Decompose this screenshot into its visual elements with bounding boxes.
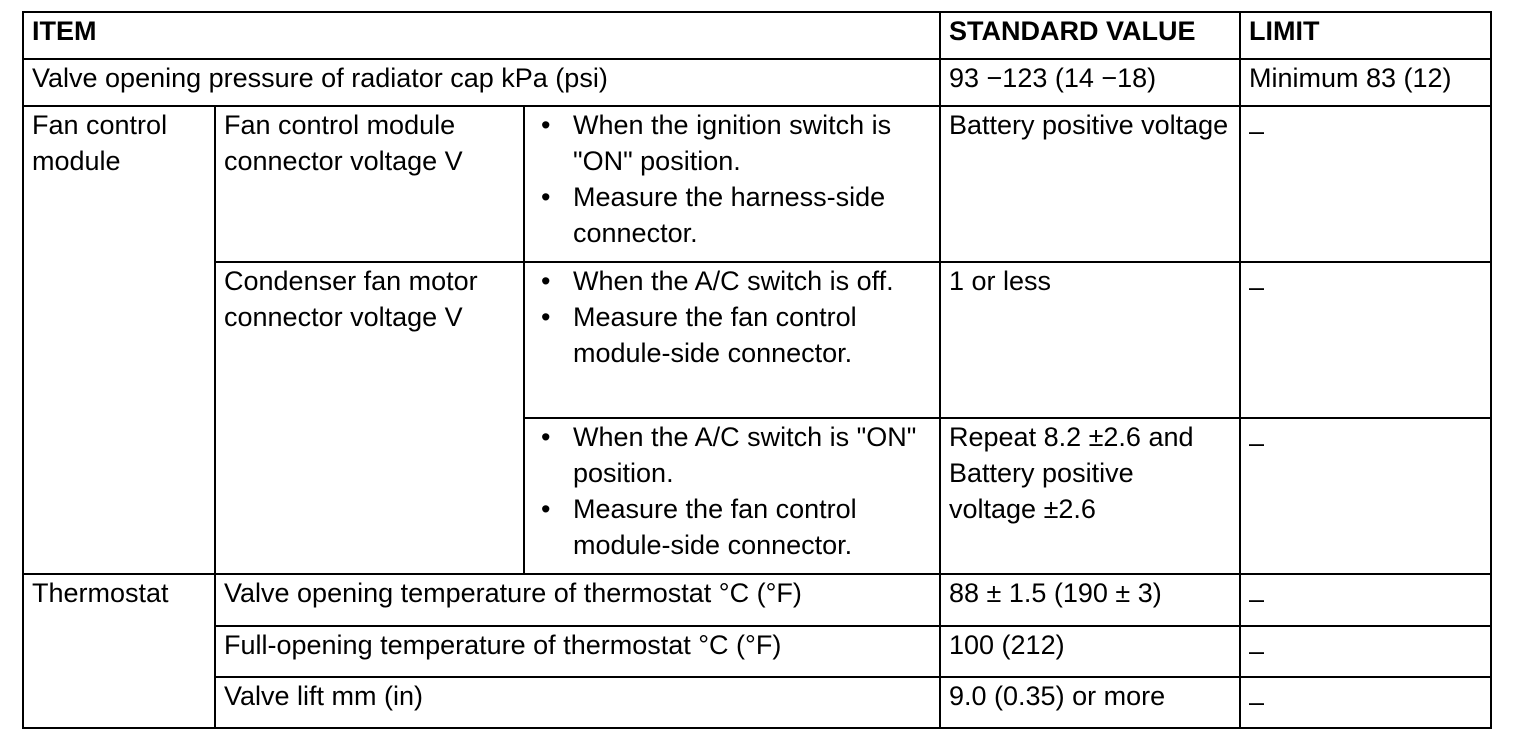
limit-cell [1240, 574, 1491, 626]
condition-text: Measure the harness-side connector. [573, 182, 886, 248]
limit-dash: – [1249, 116, 1265, 146]
condition-text: Measure the fan control module-side connector. [573, 302, 857, 368]
standard-value-cell: 1 or less [940, 262, 1240, 418]
limit-dash: – [1249, 428, 1265, 458]
condition-text: Measure the fan control module-side connector. [573, 494, 857, 560]
standard-value-line: Repeat 8.2 ±2.6 and [949, 422, 1194, 452]
specification-table [22, 11, 1492, 729]
bullet-icon: • [541, 302, 551, 332]
condition-text: When the ignition switch is "ON" position. [573, 110, 892, 176]
limit-cell [1240, 418, 1491, 574]
conditions-list [533, 107, 931, 251]
header-standard-value: STANDARD VALUE [940, 12, 1240, 59]
limit-dash: – [1249, 687, 1265, 717]
conditions-list [533, 263, 931, 371]
list-item [533, 491, 931, 563]
bullet-icon: • [541, 422, 551, 452]
table-row [23, 574, 1491, 626]
standard-value-cell: Battery positive voltage [940, 106, 1240, 262]
standard-value-cell [940, 418, 1240, 574]
list-item [533, 263, 931, 299]
limit-dash: – [1249, 636, 1265, 666]
conditions-cell [524, 418, 940, 574]
standard-value-cell: 9.0 (0.35) or more [940, 677, 1240, 728]
list-item [533, 419, 931, 491]
standard-value-cell: 93 −123 (14 −18) [940, 59, 1240, 106]
item-cell: Condenser fan motor connector voltage V [215, 262, 524, 574]
limit-cell [1240, 626, 1491, 677]
table-row [23, 626, 1491, 677]
item-cell: Valve opening pressure of radiator cap kPa (psi) [23, 59, 940, 106]
standard-value-cell: 88 ± 1.5 (190 ± 3) [940, 574, 1240, 626]
table-row [23, 106, 1491, 262]
limit-cell: Minimum 83 (12) [1240, 59, 1491, 106]
conditions-cell [524, 106, 940, 262]
bullet-icon: • [541, 494, 551, 524]
group-cell-fan-control-module: Fan control module [23, 106, 215, 574]
group-cell-thermostat: Thermostat [23, 574, 215, 728]
header-limit: LIMIT [1240, 12, 1491, 59]
conditions-cell [524, 262, 940, 418]
limit-dash: – [1249, 584, 1265, 614]
bullet-icon: • [541, 110, 551, 140]
list-item [533, 107, 931, 179]
limit-cell [1240, 677, 1491, 728]
bullet-icon: • [541, 182, 551, 212]
table-row [23, 59, 1491, 106]
standard-value-line: Battery positive [949, 458, 1134, 488]
limit-dash: – [1249, 272, 1265, 302]
list-item [533, 299, 931, 371]
standard-value-cell: 100 (212) [940, 626, 1240, 677]
table-row [23, 262, 1491, 418]
item-cell: Full-opening temperature of thermostat °C (°F) [215, 626, 940, 677]
bullet-icon: • [541, 266, 551, 296]
condition-text: When the A/C switch is "ON" position. [573, 422, 917, 488]
item-cell: Valve opening temperature of thermostat °C (°F) [215, 574, 940, 626]
header-item: ITEM [23, 12, 940, 59]
header-row [23, 12, 1491, 59]
item-cell: Fan control module connector voltage V [215, 106, 524, 262]
standard-value-line: voltage ±2.6 [949, 494, 1096, 524]
item-cell: Valve lift mm (in) [215, 677, 940, 728]
conditions-list [533, 419, 931, 563]
list-item [533, 179, 931, 251]
limit-cell [1240, 262, 1491, 418]
table-row [23, 677, 1491, 728]
condition-text: When the A/C switch is off. [573, 266, 894, 296]
limit-cell [1240, 106, 1491, 262]
